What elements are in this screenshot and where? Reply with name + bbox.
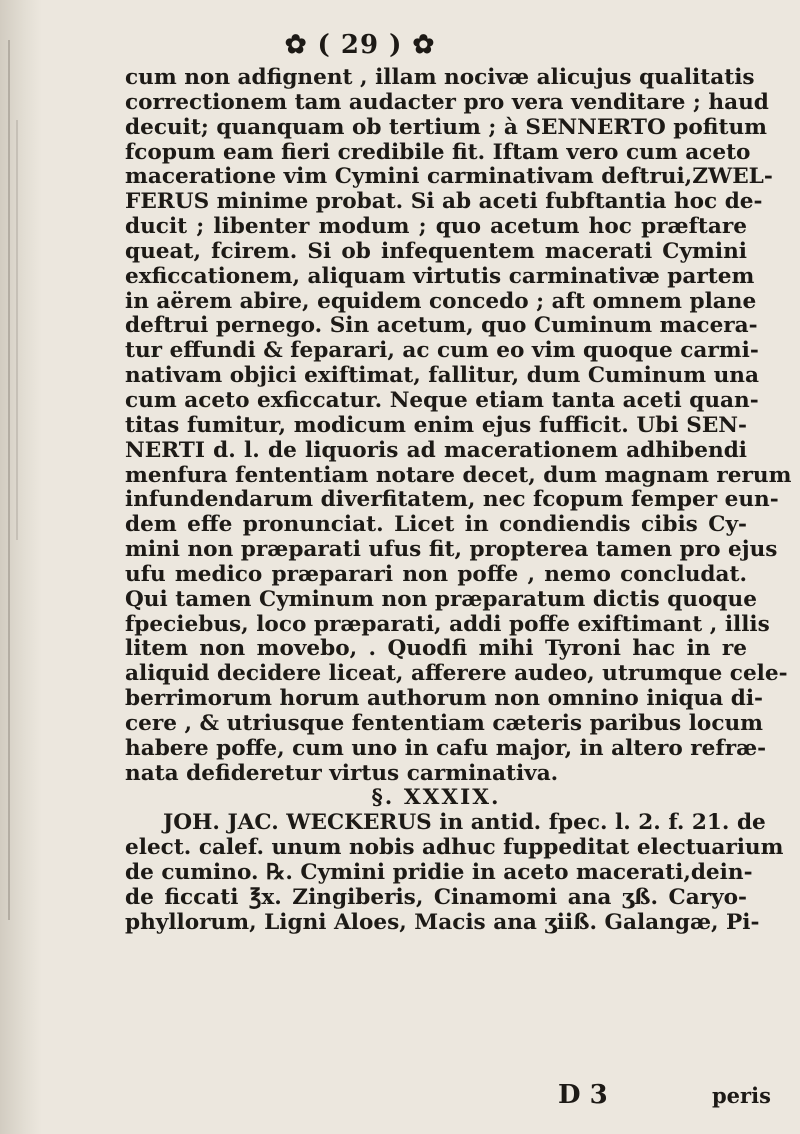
text-line: elect. calef. unum nobis adhuc fuppeditat electuarium: [125, 835, 784, 861]
text-line: JOH. JAC. WECKERUS in antid. fpec. l. 2. f. 21. de: [163, 810, 766, 836]
text-line: nata defideretur virtus carminativa.: [125, 760, 559, 786]
text-line: cum aceto exficcatur. Neque etiam tanta aceti quan-: [125, 387, 759, 413]
text-line: ufu medico præparari non poffe , nemo concludat.: [125, 561, 747, 587]
text-line: de ficcati ℥x. Zingiberis, Cinamomi ana ʒß. Caryo-: [125, 884, 747, 910]
text-line: phyllorum, Ligni Aloes, Macis ana ʒiiß. Galangæ, Pi-: [125, 909, 760, 935]
text-line: cere , & utriusque fententiam cæteris paribus locum: [125, 710, 764, 736]
text-line: litem non movebo, . Quodfi mihi Tyroni hac in re: [125, 636, 747, 662]
text-line: in aërem abire, equidem concedo ; aft omnem plane: [125, 288, 757, 314]
text-line: tur effundi & feparari, ac cum eo vim quoque carmi-: [125, 338, 759, 364]
text-line: fpeciebus, loco præparati, addi poffe exiftimant , illis: [125, 611, 770, 637]
book-spine-shadow: [0, 0, 42, 1134]
text-line: ducit ; libenter modum ; quo acetum hoc præftare: [125, 214, 747, 240]
text-line: cum non adfignent , illam nocivæ alicujus qualitatis: [125, 65, 755, 90]
section-heading: §. XXXIX.: [371, 785, 501, 811]
text-line: fcopum eam fieri credibile fit. Iftam vero cum aceto: [125, 139, 751, 165]
text-line: maceratione vim Cymini carminativam deftrui,ZWEL-: [125, 164, 773, 190]
body-text: [125, 65, 792, 936]
gutter-line-secondary: [16, 120, 18, 540]
text-line: FERUS minime probat. Si ab aceti fubftantia hoc de-: [125, 189, 763, 215]
text-line: titas fumitur, modicum enim ejus fufficit. Ubi SEN-: [125, 412, 747, 438]
text-line: decuit; quanquam ob tertium ; à SENNERTO pofitum: [125, 114, 768, 140]
text-line: aliquid decidere liceat, afferere audeo, utrumque cele-: [125, 661, 788, 687]
signature-mark: D 3: [558, 1080, 608, 1110]
text-line: menfura fententiam notare decet, dum magnam rerum: [125, 462, 792, 488]
text-line: exficcationem, aliquam virtutis carminativæ partem: [125, 263, 755, 289]
text-line: nativam objici exiftimat, fallitur, dum Cuminum una: [125, 363, 759, 389]
text-line: correctionem tam audacter pro vera venditare ; haud: [125, 89, 769, 115]
text-line: habere poffe, cum uno in cafu major, in altero refræ-: [125, 735, 767, 761]
text-line: dem effe pronunciat. Licet in condiendis cibis Cy-: [125, 512, 747, 538]
text-line: berrimorum horum authorum non omnino iniqua di-: [125, 686, 764, 712]
text-line: mini non præparati ufus fit, propterea tamen pro ejus: [125, 537, 778, 563]
text-line: deftrui pernego. Sin acetum, quo Cuminum macera-: [125, 313, 758, 339]
text-line: infundendarum diverfitatem, nec fcopum femper eun-: [125, 487, 779, 513]
gutter-line: [8, 40, 10, 920]
text-line: queat, fcirem. Si ob infequentem macerati Cymini: [125, 238, 747, 264]
page-header: ✿ ( 29 ) ✿: [284, 30, 436, 60]
text-line: NERTI d. l. de liquoris ad macerationem adhibendi: [125, 437, 747, 463]
catchword: peris: [712, 1083, 771, 1108]
text-line: Qui tamen Cyminum non præparatum dictis quoque: [125, 586, 757, 612]
text-line: de cumino. ℞. Cymini pridie in aceto macerati,dein-: [125, 860, 753, 885]
